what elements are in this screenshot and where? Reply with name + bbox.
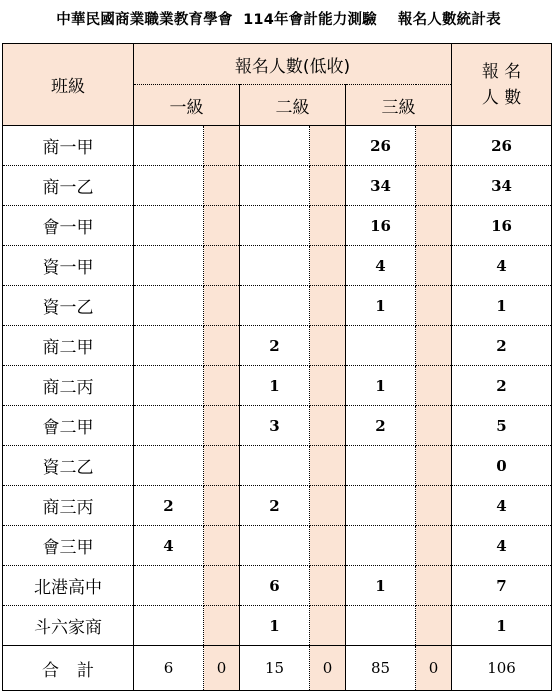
level2-count-cell: 2 bbox=[240, 486, 310, 526]
level2-low-income-cell bbox=[310, 166, 346, 206]
level2-low-income-cell bbox=[310, 486, 346, 526]
level3-low-income-cell bbox=[416, 326, 452, 366]
row-total-cell: 34 bbox=[452, 166, 552, 206]
class-name-cell: 商三丙 bbox=[3, 486, 134, 526]
level3-low-income-cell bbox=[416, 366, 452, 406]
level2-low-income-cell bbox=[310, 526, 346, 566]
level3-header: 三級 bbox=[346, 85, 452, 126]
level1-count-cell bbox=[134, 406, 204, 446]
totals-label: 合計 bbox=[3, 646, 134, 691]
totals-row bbox=[3, 646, 552, 691]
level3-count-cell: 4 bbox=[346, 246, 416, 286]
class-name-cell: 商二丙 bbox=[3, 366, 134, 406]
level1-count-cell: 4 bbox=[134, 526, 204, 566]
level3-low-income-cell bbox=[416, 286, 452, 326]
level1-count-cell bbox=[134, 206, 204, 246]
level2-low-income-cell bbox=[310, 206, 346, 246]
level3-count-cell bbox=[346, 326, 416, 366]
level3-count-cell: 1 bbox=[346, 566, 416, 606]
class-name-cell: 斗六家商 bbox=[3, 606, 134, 646]
class-name-cell: 會一甲 bbox=[3, 206, 134, 246]
total-header-line1: 報 名 bbox=[481, 61, 522, 82]
level3-count-cell bbox=[346, 486, 416, 526]
table-row bbox=[3, 286, 552, 326]
level2-count-cell bbox=[240, 446, 310, 486]
level1-low-income-cell bbox=[204, 366, 240, 406]
row-total-cell: 2 bbox=[452, 366, 552, 406]
level3-count-cell bbox=[346, 606, 416, 646]
level3-count-cell: 16 bbox=[346, 206, 416, 246]
table-row bbox=[3, 526, 552, 566]
level1-count-cell bbox=[134, 366, 204, 406]
level1-low-income-cell bbox=[204, 206, 240, 246]
grand-total: 106 bbox=[452, 646, 552, 691]
level2-low-income-cell bbox=[310, 126, 346, 166]
level2-count-cell bbox=[240, 526, 310, 566]
level2-low-income-cell bbox=[310, 446, 346, 486]
row-total-cell: 0 bbox=[452, 446, 552, 486]
level2-low-income-cell bbox=[310, 566, 346, 606]
level2-count-cell: 1 bbox=[240, 606, 310, 646]
class-name-cell: 資一甲 bbox=[3, 246, 134, 286]
level3-count-cell: 34 bbox=[346, 166, 416, 206]
level1-low-income-cell bbox=[204, 406, 240, 446]
level1-count-cell bbox=[134, 126, 204, 166]
level1-count-cell bbox=[134, 606, 204, 646]
level1-low-income-cell bbox=[204, 606, 240, 646]
total-level2: 15 bbox=[240, 646, 310, 691]
level3-low-income-cell bbox=[416, 206, 452, 246]
level1-low-income-cell bbox=[204, 566, 240, 606]
level2-low-income-cell bbox=[310, 326, 346, 366]
level2-count-cell bbox=[240, 206, 310, 246]
level3-low-income-cell bbox=[416, 486, 452, 526]
row-total-cell: 4 bbox=[452, 526, 552, 566]
registration-group-header: 報名人數(低收) bbox=[134, 44, 452, 85]
level3-count-cell: 1 bbox=[346, 366, 416, 406]
level3-low-income-cell bbox=[416, 166, 452, 206]
level2-count-cell: 2 bbox=[240, 326, 310, 366]
level2-count-cell bbox=[240, 166, 310, 206]
level2-count-cell: 6 bbox=[240, 566, 310, 606]
level3-count-cell bbox=[346, 446, 416, 486]
level1-low-income-cell bbox=[204, 326, 240, 366]
level1-count-cell bbox=[134, 246, 204, 286]
level3-count-cell bbox=[346, 526, 416, 566]
level1-low-income-cell bbox=[204, 126, 240, 166]
table-row bbox=[3, 406, 552, 446]
level2-low-income-cell bbox=[310, 286, 346, 326]
class-name-cell: 會三甲 bbox=[3, 526, 134, 566]
level1-count-cell bbox=[134, 166, 204, 206]
row-total-cell: 2 bbox=[452, 326, 552, 366]
registration-table bbox=[2, 43, 552, 691]
table-row bbox=[3, 166, 552, 206]
table-row bbox=[3, 126, 552, 166]
level1-low-income-cell bbox=[204, 446, 240, 486]
level1-count-cell bbox=[134, 326, 204, 366]
level1-low-income-cell bbox=[204, 486, 240, 526]
row-total-cell: 1 bbox=[452, 286, 552, 326]
class-name-cell: 商一乙 bbox=[3, 166, 134, 206]
table-row bbox=[3, 606, 552, 646]
total-level2-low: 0 bbox=[310, 646, 346, 691]
table-row bbox=[3, 366, 552, 406]
level2-low-income-cell bbox=[310, 366, 346, 406]
level3-low-income-cell bbox=[416, 606, 452, 646]
level2-count-cell bbox=[240, 246, 310, 286]
table-row bbox=[3, 446, 552, 486]
total-header-line2: 人 數 bbox=[481, 87, 522, 108]
class-column-header: 班級 bbox=[3, 44, 134, 126]
table-row bbox=[3, 246, 552, 286]
level2-count-cell: 1 bbox=[240, 366, 310, 406]
level1-count-cell bbox=[134, 446, 204, 486]
class-name-cell: 商二甲 bbox=[3, 326, 134, 366]
row-total-cell: 26 bbox=[452, 126, 552, 166]
table-row bbox=[3, 206, 552, 246]
row-total-cell: 5 bbox=[452, 406, 552, 446]
row-total-cell: 4 bbox=[452, 246, 552, 286]
level3-count-cell: 2 bbox=[346, 406, 416, 446]
row-total-cell: 1 bbox=[452, 606, 552, 646]
level3-low-income-cell bbox=[416, 446, 452, 486]
total-level3-low: 0 bbox=[416, 646, 452, 691]
table-row bbox=[3, 326, 552, 366]
class-name-cell: 北港高中 bbox=[3, 566, 134, 606]
level3-count-cell: 26 bbox=[346, 126, 416, 166]
class-name-cell: 資一乙 bbox=[3, 286, 134, 326]
level2-count-cell bbox=[240, 286, 310, 326]
class-name-cell: 商一甲 bbox=[3, 126, 134, 166]
class-name-cell: 會二甲 bbox=[3, 406, 134, 446]
row-total-cell: 4 bbox=[452, 486, 552, 526]
level3-low-income-cell bbox=[416, 566, 452, 606]
level1-count-cell bbox=[134, 566, 204, 606]
level2-count-cell: 3 bbox=[240, 406, 310, 446]
level1-low-income-cell bbox=[204, 246, 240, 286]
row-total-cell: 7 bbox=[452, 566, 552, 606]
level2-low-income-cell bbox=[310, 406, 346, 446]
class-name-cell: 資二乙 bbox=[3, 446, 134, 486]
table-row bbox=[3, 566, 552, 606]
level2-low-income-cell bbox=[310, 606, 346, 646]
level2-low-income-cell bbox=[310, 246, 346, 286]
total-column-header bbox=[452, 44, 552, 126]
level1-low-income-cell bbox=[204, 166, 240, 206]
level1-low-income-cell bbox=[204, 286, 240, 326]
level2-count-cell bbox=[240, 126, 310, 166]
report-title: 中華民國商業職業教育學會 114年會計能力測驗 報名人數統計表 bbox=[56, 12, 501, 28]
level3-low-income-cell bbox=[416, 526, 452, 566]
total-level1-low: 0 bbox=[204, 646, 240, 691]
level2-header: 二級 bbox=[240, 85, 346, 126]
total-level1: 6 bbox=[134, 646, 204, 691]
level3-low-income-cell bbox=[416, 406, 452, 446]
level3-count-cell: 1 bbox=[346, 286, 416, 326]
level1-low-income-cell bbox=[204, 526, 240, 566]
total-level3: 85 bbox=[346, 646, 416, 691]
row-total-cell: 16 bbox=[452, 206, 552, 246]
level3-low-income-cell bbox=[416, 126, 452, 166]
table-row bbox=[3, 486, 552, 526]
level3-low-income-cell bbox=[416, 246, 452, 286]
level1-count-cell bbox=[134, 286, 204, 326]
table-body bbox=[3, 126, 552, 646]
level1-header: 一級 bbox=[134, 85, 240, 126]
level1-count-cell: 2 bbox=[134, 486, 204, 526]
